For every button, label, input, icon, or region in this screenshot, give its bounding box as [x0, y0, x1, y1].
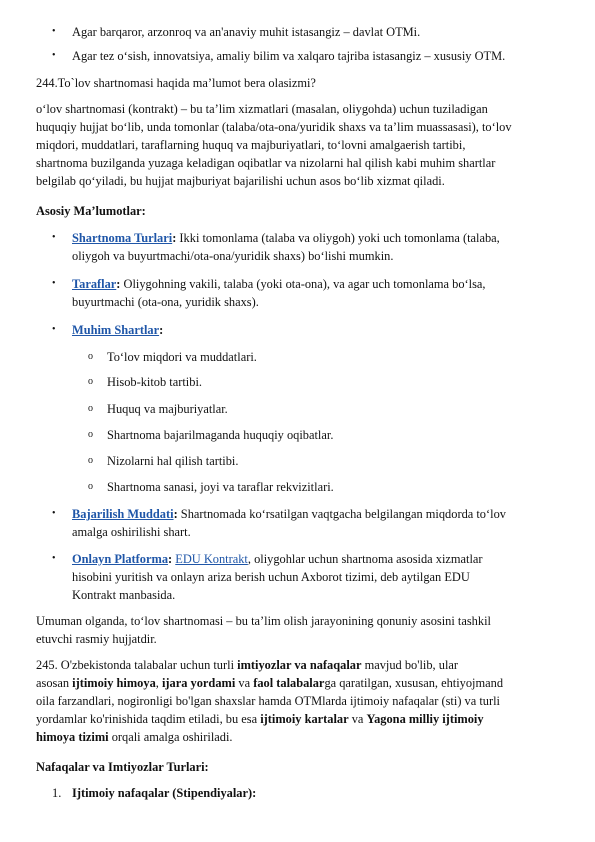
bullet-dot: • [52, 26, 56, 37]
bullet-dot: • [52, 508, 56, 519]
paragraph-line: Umuman olganda, to‘lov shartnomasi – bu ta’lim olish jarayonining qonuniy asosini tashkil [36, 614, 491, 628]
list-item: Agar barqaror, arzonroq va an'anaviy muhit istasangiz – davlat OTMi. [72, 25, 421, 39]
bajarilish-muddati-link[interactable]: Bajarilish Muddati [72, 507, 174, 521]
sub-list-item: Shartnoma bajarilmaganda huquqiy oqibatlar. [107, 428, 334, 442]
list-item-continued: Kontrakt manbasida. [72, 588, 176, 602]
list-item: Bajarilish Muddati: Shartnomada ko‘rsatilgan vaqtgacha belgilangan miqdorda to‘lov [72, 507, 506, 521]
paragraph-line: asosan ijtimoiy himoya, ijara yordami va faol talabalarga qaratilgan, xususan, ehtiyojmand [36, 676, 504, 690]
question-244: 244.To`lov shartnomasi haqida ma’lumot bera olasizmi? [36, 76, 316, 90]
paragraph-line: belgilab qo‘yiladi, bu hujjat majburiyat bajarilishi uchun asos bo‘lib xizmat qiladi. [36, 174, 445, 188]
list-item: Muhim Shartlar: [72, 323, 164, 337]
list-item-continued: hisobini yuritish va onlayn ariza berish uchun Axborot tizimi, deb aytilgan EDU [72, 570, 470, 584]
paragraph-line: huquqiy hujjat bo‘lib, unda tomonlar (talaba/ota-ona/yuridik shaxs va ta’lim muassasasi), to‘lov [36, 120, 512, 134]
onlayn-platforma-link[interactable]: Onlayn Platforma [72, 552, 169, 566]
bullet-dot: • [52, 232, 56, 243]
sub-list-item: Nizolarni hal qilish tartibi. [107, 454, 239, 468]
circle-bullet: o [88, 481, 93, 492]
question-245-line: 245. O'zbekistonda talabalar uchun turli imtiyozlar va nafaqalar mavjud bo'lib, ular [36, 658, 459, 672]
bullet-dot: • [52, 553, 56, 564]
circle-bullet: o [88, 376, 93, 387]
bullet-dot: • [52, 324, 56, 335]
list-item: Agar tez o‘sish, innovatsiya, amaliy bilim va xalqaro tajriba istasangiz – xususiy OTM. [72, 49, 506, 63]
list-item: Shartnoma Turlari: Ikki tomonlama (talaba va oliygoh) yoki uch tomonlama (talaba, [72, 231, 500, 245]
sub-list-item: Hisob-kitob tartibi. [107, 375, 202, 389]
section-heading: Nafaqalar va Imtiyozlar Turlari: [36, 760, 209, 774]
sub-list-item: Shartnoma sanasi, joyi va taraflar rekvizitlari. [107, 480, 334, 494]
sub-list-item: To‘lov miqdori va muddatlari. [107, 350, 257, 364]
list-item: Taraflar: Oliygohning vakili, talaba (yoki ota-ona), va agar uch tomonlama bo‘lsa, [72, 277, 486, 291]
ordered-list-number: 1. [52, 786, 62, 800]
bullet-dot: • [52, 278, 56, 289]
circle-bullet: o [88, 351, 93, 362]
shartnoma-turlari-link[interactable]: Shartnoma Turlari [72, 231, 173, 245]
circle-bullet: o [88, 429, 93, 440]
paragraph-line: himoya tizimi orqali amalga oshiriladi. [36, 730, 233, 744]
list-item-continued: oliygoh va buyurtmachi/ota-ona/yuridik shaxs) bo‘lishi mumkin. [72, 249, 394, 263]
sub-list-item: Huquq va majburiyatlar. [107, 402, 228, 416]
taraflar-link[interactable]: Taraflar [72, 277, 117, 291]
paragraph-line: etuvchi rasmiy hujjatdir. [36, 632, 157, 646]
circle-bullet: o [88, 455, 93, 466]
paragraph-line: miqdori, muddatlari, taraflarning huquq va majburiyatlari, to‘lovni amalgaerish tartibi, [36, 138, 466, 152]
paragraph-line: shartnoma buzilganda yuzaga keladigan oqibatlar va nizolarni hal qilish kabi muhim shartlar [36, 156, 496, 170]
list-item-continued: buyurtmachi (ota-ona, yuridik shaxs). [72, 295, 259, 309]
edu-kontrakt-link[interactable]: EDU Kontrakt [175, 552, 248, 566]
paragraph-line: oila farzandlari, nogironligi bo'lgan shaxslar hamda OTMlarda ijtimoiy nafaqalar (sti) va turli [36, 694, 500, 708]
paragraph-line: o‘lov shartnomasi (kontrakt) – bu ta’lim xizmatlari (masalan, oliygohda) uchun tuziladigan [36, 102, 488, 116]
paragraph-line: yordamlar ko'rinishida taqdim etiladi, bu esa ijtimoiy kartalar va Yagona milliy ijtimoiy [36, 712, 484, 726]
list-item: Onlayn Platforma: EDU Kontrakt, oliygohlar uchun shartnoma asosida xizmatlar [72, 552, 483, 566]
muhim-shartlar-link[interactable]: Muhim Shartlar [72, 323, 160, 337]
circle-bullet: o [88, 403, 93, 414]
ordered-list-item: Ijtimoiy nafaqalar (Stipendiyalar): [72, 786, 257, 800]
section-heading: Asosiy Ma’lumotlar: [36, 204, 146, 218]
list-item-continued: amalga oshirilishi shart. [72, 525, 191, 539]
bullet-dot: • [52, 50, 56, 61]
